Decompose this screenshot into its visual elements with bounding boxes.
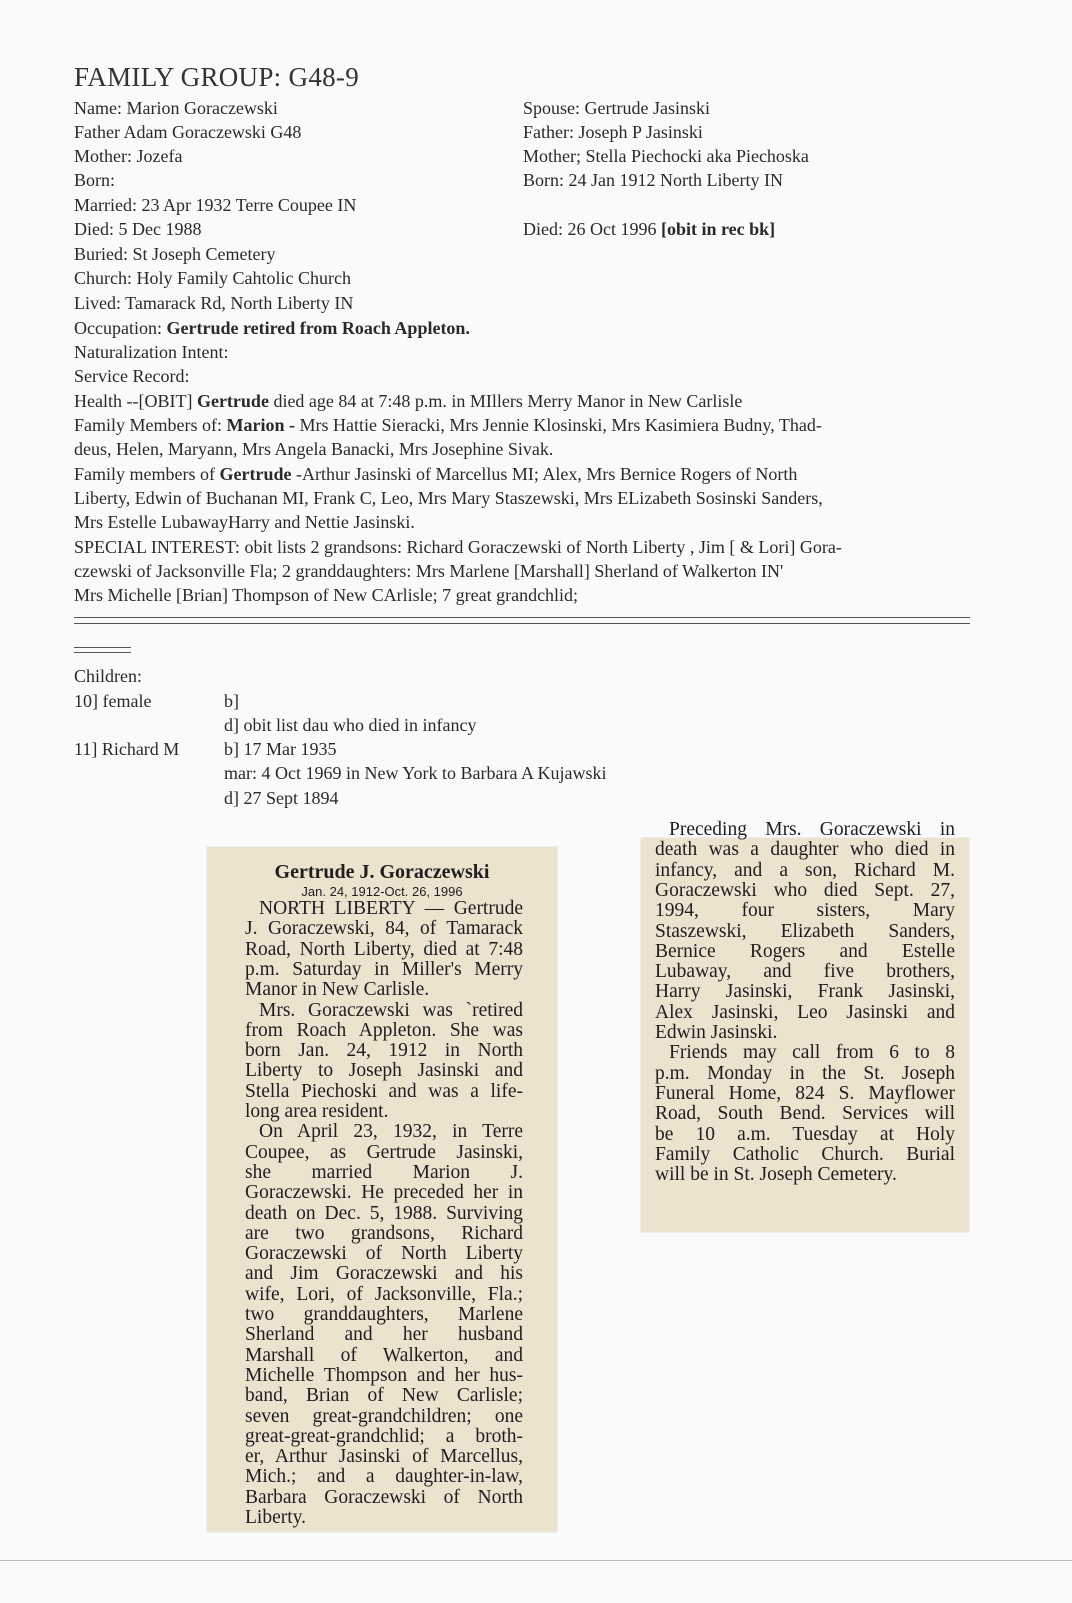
clipping-line: Manor in New Carlisle. — [245, 979, 430, 1001]
clipping-line: Stella Piechoski and was a life- — [245, 1080, 523, 1102]
clipping-line: NORTH LIBERTY — Gertrude — [259, 898, 523, 919]
spouse-name: Spouse: Gertrude Jasinski — [523, 98, 710, 118]
clipping-line: Mich.; and a daughter-in-law, — [245, 1466, 523, 1488]
family-members-gertrude-cont1: Liberty, Edwin of Buchanan MI, Frank C, Leo, Mrs Mary Staszewski, Mrs ELizabeth Sosinski Sanders, — [74, 488, 823, 508]
health-name: Gertrude — [196, 391, 269, 411]
child-11-married: mar: 4 Oct 1969 in New York to Barbara A Kujawski — [224, 763, 607, 783]
clipping-line: p.m. Saturday in Miller's Merry — [245, 958, 523, 980]
husband-born: Born: — [74, 170, 116, 190]
clipping-line: she married Marion J. — [245, 1161, 523, 1183]
clipping-line: Goraczewski of North Liberty — [245, 1243, 523, 1265]
double-rule — [74, 617, 970, 624]
fam2-prefix: Family members of — [74, 464, 220, 484]
husband-buried: Buried: St Joseph Cemetery — [74, 244, 276, 264]
bottom-edge-line — [0, 1560, 1072, 1561]
clipping-line: Alex Jasinski, Leo Jasinski and — [655, 1001, 955, 1023]
spouse-mother: Mother; Stella Piechocki aka Piechoska — [523, 146, 809, 166]
clipping-line: Funeral Home, 824 S. Mayflower — [655, 1082, 955, 1104]
clipping-line: wife, Lori, of Jacksonville, Fla.; — [245, 1283, 523, 1305]
clipping-line: Mrs. Goraczewski was `retired — [259, 999, 523, 1021]
clipping-line: infancy, and a son, Richard M. — [655, 859, 955, 881]
clipping-line: Staszewski, Elizabeth Sanders, — [655, 920, 955, 942]
spouse-died — [523, 217, 775, 241]
naturalization: Naturalization Intent: — [74, 342, 229, 362]
child-11-died: d] 27 Sept 1894 — [224, 788, 339, 808]
clipping-line: p.m. Monday in the St. Joseph — [655, 1062, 955, 1084]
clipping-line: Michelle Thompson and her hus- — [245, 1364, 523, 1386]
clipping-dates: Jan. 24, 1912-Oct. 26, 1996 — [301, 884, 463, 899]
occupation-value: Gertrude retired from Roach Appleton. — [166, 318, 470, 338]
child-10-died: d] obit list dau who died in infancy — [224, 715, 477, 735]
children-label: Children: — [74, 666, 142, 686]
clipping-line: Lubaway, and five brothers, — [655, 961, 955, 983]
occupation — [74, 316, 470, 340]
clipping-line: Barbara Goraczewski of North — [245, 1486, 523, 1508]
clipping-line: er, Arthur Jasinski of Marcellus, — [245, 1446, 523, 1468]
clipping-line: will be in St. Joseph Cemetery. — [655, 1164, 897, 1186]
special-interest-cont1: czewski of Jacksonville Fla; 2 granddaughters: Mrs Marlene [Marshall] Sherland of Walkerton IN' — [74, 561, 784, 581]
clipping-line: Coupee, as Gertrude Jasinski, — [245, 1141, 523, 1163]
service-record: Service Record: — [74, 366, 190, 386]
husband-father: Father Adam Goraczewski G48 — [74, 122, 302, 142]
fam1-prefix: Family Members of: — [74, 415, 227, 435]
child-10-name: 10] female — [74, 691, 152, 711]
health-note — [74, 389, 742, 413]
family-members-gertrude-cont2: Mrs Estelle LubawayHarry and Nettie Jasinski. — [74, 512, 415, 532]
double-rule-short — [74, 647, 131, 653]
clipping-headline: Gertrude J. Goraczewski — [274, 861, 490, 883]
child-11-name: 11] Richard M — [74, 739, 180, 759]
special-interest-cont2: Mrs Michelle [Brian] Thompson of New CArlisle; 7 great grandchlid; — [74, 585, 579, 605]
spouse-father: Father: Joseph P Jasinski — [523, 122, 703, 142]
fam2-name: Gertrude — [219, 464, 292, 484]
clipping-line: great-great-grandchlid; a broth- — [245, 1425, 523, 1447]
clipping-line: Road, North Liberty, died at 7:48 — [245, 938, 523, 960]
clipping-line: Goraczewski. He preceded her in — [245, 1182, 523, 1204]
clipping-line: 1994, four sisters, Mary — [655, 900, 955, 922]
page-title: FAMILY GROUP: G48-9 — [74, 62, 360, 92]
clipping-line: seven great-grandchildren; one — [245, 1405, 523, 1427]
clipping-line: band, Brian of New Carlisle; — [245, 1385, 523, 1407]
husband-mother: Mother: Jozefa — [74, 146, 183, 166]
clipping-line: Sherland and her husband — [245, 1324, 523, 1346]
clipping-line: J. Goraczewski, 84, of Tamarack — [245, 918, 523, 940]
special-interest: SPECIAL INTEREST: obit lists 2 grandsons: Richard Goraczewski of North Liberty , Jim [ & Lori] Gora- — [74, 537, 842, 557]
clipping-line: are two grandsons, Richard — [245, 1222, 523, 1244]
clipping-line: Harry Jasinski, Frank Jasinski, — [655, 981, 955, 1003]
obituary-clipping-1 — [207, 847, 557, 1532]
clipping-line: be 10 a.m. Tuesday at Holy — [655, 1123, 955, 1145]
family-members-marion-cont: deus, Helen, Maryann, Mrs Angela Banacki, Mrs Josephine Sivak. — [74, 439, 554, 459]
husband-lived: Lived: Tamarack Rd, North Liberty IN — [74, 293, 354, 313]
spouse-born: Born: 24 Jan 1912 North Liberty IN — [523, 170, 783, 190]
obituary-clipping-2 — [641, 819, 969, 1232]
clipping-line: Goraczewski who died Sept. 27, — [655, 879, 955, 901]
clipping-line: born Jan. 24, 1912 in North — [245, 1040, 523, 1062]
clipping-line: and Jim Goraczewski and his — [245, 1263, 523, 1285]
health-prefix: Health --[OBIT] — [74, 391, 197, 411]
clipping-line: Edwin Jasinski. — [655, 1022, 778, 1043]
child-11-born: b] 17 Mar 1935 — [224, 739, 337, 759]
fam1-name: Marion - — [226, 415, 295, 435]
clipping-line: Friends may call from 6 to 8 — [669, 1042, 955, 1064]
husband-church: Church: Holy Family Cahtolic Church — [74, 268, 351, 288]
husband-died: Died: 5 Dec 1988 — [74, 219, 202, 239]
clipping-line: Preceding Mrs. Goraczewski in — [669, 819, 955, 840]
spouse-died-note: [obit in rec bk] — [660, 219, 776, 239]
fam2-text: -Arthur Jasinski of Marcellus MI; Alex, Mrs Bernice Rogers of North — [291, 464, 798, 484]
clipping-line: two granddaughters, Marlene — [245, 1304, 523, 1325]
occupation-label: Occupation: — [74, 318, 167, 338]
health-text: died age 84 at 7:48 p.m. in MIllers Merry Manor in New Carlisle — [268, 391, 743, 411]
clipping-line: Liberty. — [245, 1507, 307, 1528]
clipping-line: Marshall of Walkerton, and — [245, 1344, 523, 1366]
child-10-born: b] — [224, 691, 239, 711]
clipping-line: death was a daughter who died in — [655, 839, 955, 861]
family-members-marion — [74, 413, 822, 437]
clipping-line: Bernice Rogers and Estelle — [655, 940, 955, 962]
family-members-gertrude — [74, 462, 797, 486]
clipping-line: Road, South Bend. Services will — [655, 1103, 955, 1125]
clipping-line: from Roach Appleton. She was — [245, 1019, 523, 1041]
clipping-line: death on Dec. 5, 1988. Surviving — [245, 1202, 523, 1224]
clipping-line: Family Catholic Church. Burial — [655, 1143, 955, 1165]
clipping-line: long area resident. — [245, 1101, 389, 1122]
clipping-line: On April 23, 1932, in Terre — [259, 1121, 523, 1143]
clipping-line: Liberty to Joseph Jasinski and — [245, 1060, 523, 1082]
fam1-text: Mrs Hattie Sieracki, Mrs Jennie Klosinski, Mrs Kasimiera Budny, Thad- — [294, 415, 822, 435]
husband-name: Name: Marion Goraczewski — [74, 98, 278, 118]
husband-married: Married: 23 Apr 1932 Terre Coupee IN — [74, 195, 357, 215]
spouse-died-label: Died: 26 Oct 1996 — [523, 219, 661, 239]
